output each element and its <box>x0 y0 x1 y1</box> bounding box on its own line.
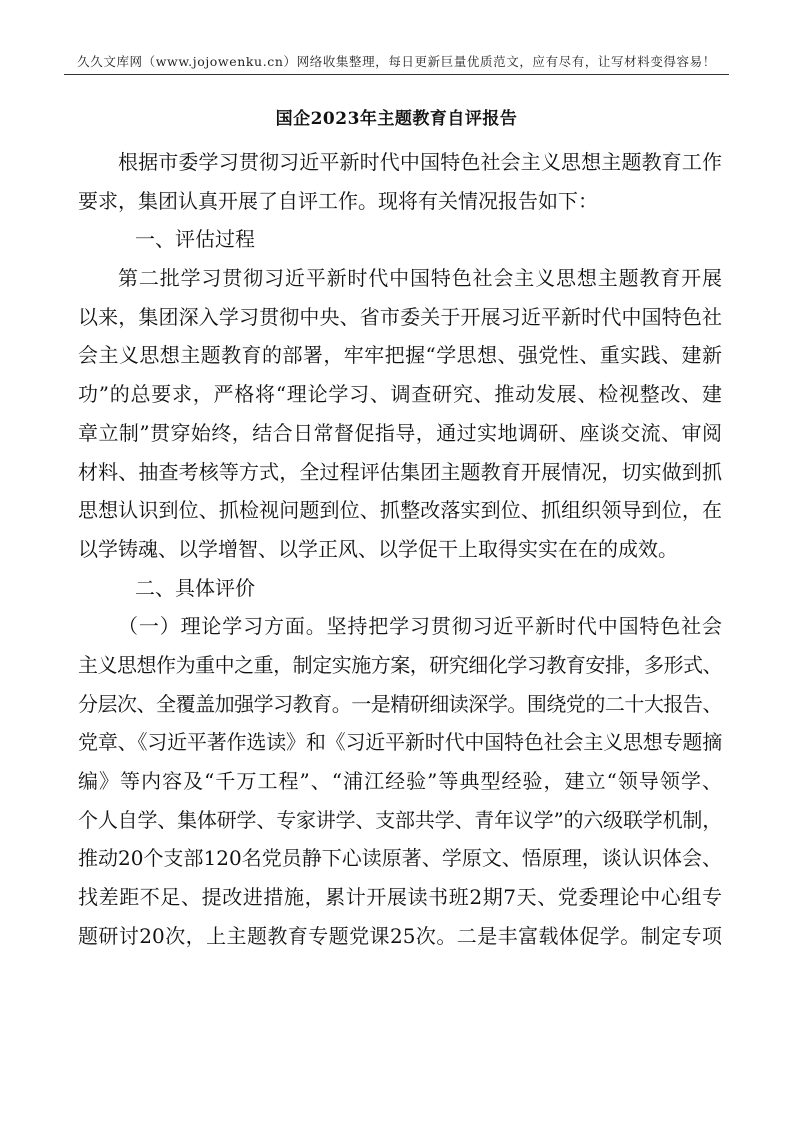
paragraph-line: 要求，集团认真开展了自评工作。现将有关情况报告如下： <box>78 188 598 213</box>
page-header: 久久文库网（www.jojowenku.cn）网络收集整理，每日更新巨量优质范文，应有尽有，让写材料变得容易！ <box>77 54 716 69</box>
paragraph-line: 材料、抽查考核等方式，全过程评估集团主题教育开展情况，切实做到抓 <box>78 459 722 484</box>
paragraph-line: 以学铸魂、以学增智、以学正风、以学促干上取得实实在在的成效。 <box>78 536 678 561</box>
document-title: 国企2023年主题教育自评报告 <box>275 109 518 129</box>
paragraph-line: 党章、《习近平著作选读》和《习近平新时代中国特色社会主义思想专题摘 <box>78 730 722 755</box>
paragraph-line: 推动20个支部120名党员静下心读原著、学原文、悟原理，谈认识体会、 <box>78 846 722 871</box>
paragraph-line: 思想认识到位、抓检视问题到位、抓整改落实到位、抓组织领导到位，在 <box>78 498 722 523</box>
paragraph-line: 主义思想作为重中之重，制定实施方案，研究细化学习教育安排，多形式、 <box>78 652 722 677</box>
paragraph-line: 以来，集团深入学习贯彻中央、省市委关于开展习近平新时代中国特色社 <box>78 304 722 329</box>
paragraph-line: 功”的总要求，严格将“理论学习、调查研究、推动发展、检视整改、建 <box>78 382 722 407</box>
section-heading: 一、评估过程 <box>135 227 255 252</box>
paragraph-line: 题研讨20次，上主题教育专题党课25次。二是丰富载体促学。制定专项 <box>78 923 722 948</box>
paragraph-line: 个人自学、集体研学、专家讲学、支部共学、青年议学”的六级联学机制， <box>78 807 722 832</box>
paragraph-line: 根据市委学习贯彻习近平新时代中国特色社会主义思想主题教育工作 <box>118 150 722 174</box>
paragraph-line: 章立制”贯穿始终，结合日常督促指导，通过实地调研、座谈交流、审阅 <box>78 420 722 445</box>
header-divider <box>64 74 729 75</box>
paragraph-line: 会主义思想主题教育的部署，牢牢把握“学思想、强党性、重实践、建新 <box>78 343 722 368</box>
paragraph-line: （一）理论学习方面。坚持把学习贯彻习近平新时代中国特色社会 <box>118 614 722 639</box>
paragraph-line: 编》等内容及“千万工程”、“浦江经验”等典型经验，建立“领导领学、 <box>78 769 722 793</box>
document-body <box>78 143 722 955</box>
paragraph-line: 找差距不足、提改进措施，累计开展读书班2期7天、党委理论中心组专 <box>78 885 722 910</box>
paragraph-line: 分层次、全覆盖加强学习教育。一是精研细读深学。围绕党的二十大报告、 <box>78 691 722 716</box>
section-heading: 二、具体评价 <box>135 575 255 600</box>
paragraph-line: 第二批学习贯彻习近平新时代中国特色社会主义思想主题教育开展 <box>118 266 722 291</box>
